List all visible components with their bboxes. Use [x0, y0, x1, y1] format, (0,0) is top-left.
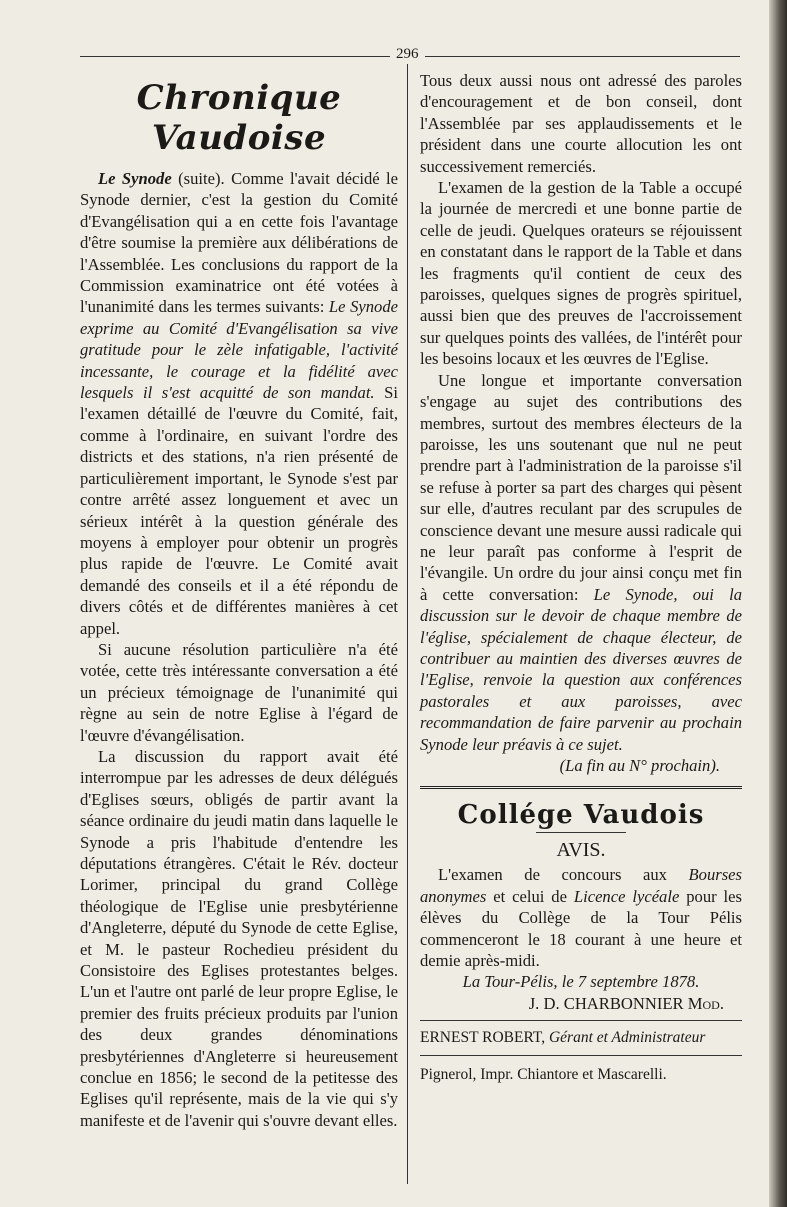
synode-quote: Le Synode exprime au Comité d'Evangélisation sa vive gratitude pour le zèle infatigable, l'activité incessante, le courage et la fidélité avec lesquels il s'est acquitté de son mandat. [80, 297, 398, 403]
footer-rule [420, 1020, 742, 1021]
binding-edge [769, 0, 787, 1207]
synode-paragraph-2: Si aucune résolution particulière n'a été votée, cette très intéressante conversation a été un précieux témoignage de l'unanimité qui règne au sein de notre Eglise à l'égard de l'œuvre d'évangélisation. [80, 639, 398, 745]
college-title: Collége Vaudois [457, 800, 705, 831]
section-title: Chronique Vaudoise [136, 78, 342, 158]
college-short-rule [536, 832, 626, 833]
synode-lead: Le Synode [98, 169, 172, 188]
continuation-note: (La fin au N° prochain). [559, 756, 720, 775]
page-number: 296 [390, 46, 425, 63]
synode-paragraph-1 [80, 168, 398, 639]
right-paragraph-1: Tous deux aussi nous ont adressé des paroles d'encouragement et de bon conseil, dont l'Assemblée par ses applaudissements et le président dans une courte allocution les ont successivement remerciés. [420, 71, 742, 176]
avis-licence: Licence lycéale [573, 886, 680, 906]
avis-bourses: Bourses anonymes [420, 865, 742, 906]
gerant-role: Gérant et Administrateur [545, 1029, 706, 1047]
left-column [80, 70, 398, 1131]
avis-paragraph [420, 864, 742, 971]
contributions-text: Une longue et importante conversation s'engage au sujet des contributions des membres, surtout des membres électeurs de la paroisse, les uns soutenant que nul ne peut prendre part à l'administration de la paroisse s'il se refuse à porter sa part des charges qui pèsent sur elle, d'autres reculant par des scrupules de conscience devant une mesure aussi radicale qui ne leur paraît pas conforme à l'esprit de l'évangile. Un ordre du jour ainsi conçu met fin à cette conversation: [420, 370, 742, 604]
right-paragraph-3 [420, 370, 742, 755]
right-paragraph-2: L'examen de la gestion de la Table a occupé la journée de mercredi et une bonne partie de celle de jeudi. Quelques orateurs se réjouissent en constatant dans le rapport de la Table et dans les fragments qu'il contient de ceux des paroisses, quelques signes de progrès spirituel, aussi bien que des preuves de l'accroissement sur quelques points des vallées, de l'intérêt pour les besoins locaux et les œuvres de l'Eglise. [420, 178, 742, 369]
avis-text-2: et celui de [486, 886, 574, 906]
gerant-line [420, 1027, 742, 1049]
section-double-rule [420, 786, 742, 792]
synode-paragraph-3: La discussion du rapport avait été interrompue par les adresses de deux délégués d'Eglises sœurs, obligés de partir avant la séance ordinaire du jeudi matin dans laquelle le Synode a pris l'habitude d'entendre les députations étrangères. C'était le Rév. docteur Lorimer, principal du grand Collège théologique de l'Eglise unie presbytérienne d'Angleterre, député du Synode de cette Eglise, et M. le pasteur Rochedieu président du Consistoire des Eglises protestantes belges. L'un et l'autre ont parlé de leur propre Eglise, le premier des fruits précieux produits par l'union des deux grandes dénominations presbytériennes d'Angleterre si heureusement conclue en 1856; le second de la petitesse des Eglises qu'il représente, mais de la vie qui s'y manifeste et de l'avenir qui s'ouvre devant elles. [80, 746, 398, 1130]
avis-date: La Tour-Pélis, le 7 septembre 1878. [462, 972, 700, 992]
synode-rest: Si l'examen détaillé de l'œuvre du Comité, fait, comme à l'ordinaire, en suivant l'ordre des districts et des stations, n'a rien présenté de particulièrement important, le Synode s'est par contre arrêté assez longuement et avec un sérieux intérêt à la question générale des moyens à employer pour obtenir un progrès plus rapide de l'œuvre. Le Comité avait demandé des conseils et il a été répondu de divers côtés et de différentes manières à cet appel. [80, 383, 398, 638]
avis-text-3: pour les élèves du Collège de la Tour Pélis commenceront le 18 courant à une heure et demie après-midi. [420, 886, 742, 971]
right-column [420, 70, 742, 1086]
column-divider [407, 64, 408, 1184]
footer-rule-2 [420, 1055, 742, 1056]
avis-title: AVIS. [556, 839, 606, 862]
synode-text: (suite). Comme l'avait décidé le Synode dernier, c'est la gestion du Comité d'Evangélisation qui a en cette fois l'avantage d'être soumise la première aux délibérations de l'Assemblée. Les conclusions du rapport de la Commission examinatrice ont été votées à l'unanimité dans les termes suivants: [80, 169, 398, 317]
gerant-name: ERNEST ROBERT, [420, 1029, 546, 1047]
avis-signature: J. D. CHARBONNIER Mod. [528, 993, 724, 1013]
printer-line: Pignerol, Impr. Chiantore et Mascarelli. [420, 1066, 667, 1084]
ordre-du-jour-quote: Le Synode, oui la discussion sur le devoir de chaque membre de l'église, spécialement de chaque électeur, de contribuer au maintien des diverses œuvres de l'Eglise, renvoie la question aux conférences pastorales et aux paroisses, avec recommandation de faire parvenir au prochain Synode leur préavis à ce sujet. [420, 584, 742, 754]
avis-text-1: L'examen de concours aux [438, 865, 689, 885]
